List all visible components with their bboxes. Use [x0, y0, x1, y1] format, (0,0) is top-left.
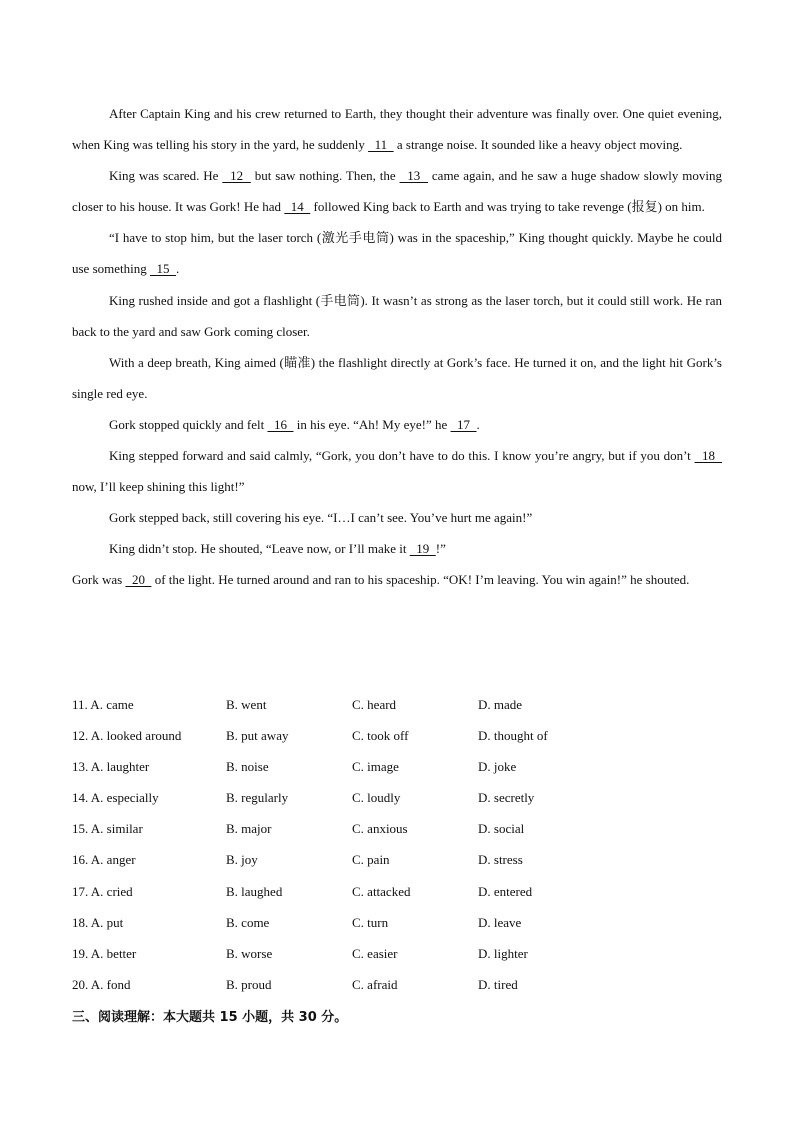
option-d: D. made	[478, 697, 523, 712]
option-c: C. anxious	[352, 821, 408, 837]
option-b: B. come	[226, 914, 270, 930]
option-c: C. easier	[352, 945, 398, 961]
option-a: 16. A. anger	[72, 852, 136, 868]
option-b: B. major	[226, 821, 272, 837]
passage-text: After Captain King and his crew returned to Earth, they thought their adventure was finally over. One quiet evening, when King was telling his story in the yard, he suddenly	[72, 106, 722, 153]
blank-15: 15	[150, 261, 176, 277]
option-b: B. regularly	[226, 790, 289, 806]
passage-text: .	[176, 261, 180, 277]
passage-text: .	[476, 416, 480, 432]
option-a: 14. A. especially	[72, 790, 159, 806]
paragraph-1	[72, 98, 722, 160]
option-d: D. entered	[478, 883, 533, 899]
option-a: 11. A. came	[72, 697, 134, 712]
paragraph-2	[72, 160, 722, 222]
passage-text: Gork stepped back, still covering his eye. “I…I can’t see. You’ve hurt me again!”	[109, 510, 533, 526]
blank-19: 19	[409, 541, 436, 557]
blank-18: 18	[694, 448, 722, 464]
option-b: B. proud	[226, 976, 272, 992]
option-b: B. noise	[226, 759, 269, 775]
option-a: 17. A. cried	[72, 883, 133, 899]
question-row-11	[72, 689, 722, 720]
passage-text: King was scared. He	[109, 168, 223, 184]
blank-13: 13	[399, 168, 429, 184]
option-d: D. thought of	[478, 728, 548, 744]
passage-text: of the light. He turned around and ran to his spaceship. “OK! I’m leaving. You win again!” he shouted.	[151, 572, 690, 588]
answer-options	[72, 689, 722, 1000]
paragraph-6	[72, 409, 722, 440]
option-d: D. tired	[478, 976, 518, 992]
passage-text: a strange noise. It sounded like a heavy object moving.	[393, 137, 683, 153]
cloze-passage	[72, 98, 722, 596]
question-row-15	[72, 813, 722, 844]
option-c: C. took off	[352, 728, 409, 744]
option-d: D. social	[478, 821, 525, 837]
paragraph-3	[72, 222, 722, 284]
question-row-20	[72, 969, 722, 1000]
passage-text: “I have to stop him, but the laser torch (激光手电筒) was in the spaceship,” King thought quickly. Maybe he could use something	[72, 230, 722, 277]
option-c: C. turn	[352, 914, 389, 930]
passage-text: King rushed inside and got a flashlight (手电筒). It wasn’t as strong as the laser torch, but it could still work. He ran back to the yard and saw Gork coming closer.	[72, 292, 722, 339]
paragraph-7	[72, 440, 722, 502]
passage-text: now, I’ll keep shining this light!”	[72, 479, 245, 495]
option-c: C. loudly	[352, 790, 401, 806]
question-row-19	[72, 938, 722, 969]
paragraph-5	[72, 347, 722, 409]
passage-text: !”	[435, 541, 446, 557]
option-b: B. joy	[226, 852, 258, 868]
paragraph-9	[72, 533, 722, 564]
option-b: B. put away	[226, 728, 289, 744]
option-a: 13. A. laughter	[72, 759, 150, 775]
blank-16: 16	[267, 416, 294, 432]
paragraph-10	[72, 564, 722, 595]
option-c: C. afraid	[352, 976, 398, 992]
option-a: 19. A. better	[72, 945, 137, 961]
passage-text: King stepped forward and said calmly, “Gork, you don’t have to do this. I know you’re angry, but if you don’t	[109, 448, 695, 464]
passage-text: Gork was	[72, 572, 126, 588]
paragraph-4	[72, 285, 722, 347]
option-d: D. stress	[478, 852, 523, 868]
option-d: D. leave	[478, 914, 522, 930]
blank-17: 17	[450, 416, 477, 432]
option-c: C. pain	[352, 852, 390, 868]
passage-text: With a deep breath, King aimed (瞄准) the flashlight directly at Gork’s face. He turned it on, and the light hit Gork’s single red eye.	[72, 354, 722, 401]
option-a: 15. A. similar	[72, 821, 143, 837]
blank-20: 20	[125, 572, 152, 588]
option-c: C. image	[352, 759, 399, 775]
option-d: D. secretly	[478, 790, 535, 806]
question-row-18	[72, 907, 722, 938]
question-row-17	[72, 876, 722, 907]
question-row-12	[72, 720, 722, 751]
option-d: D. lighter	[478, 945, 528, 961]
option-c: C. heard	[352, 697, 397, 712]
option-b: B. went	[226, 697, 267, 712]
blank-14: 14	[284, 199, 311, 215]
question-row-16	[72, 844, 722, 875]
blank-12: 12	[222, 168, 251, 184]
passage-text: Gork stopped quickly and felt	[109, 416, 268, 432]
passage-text: followed King back to Earth and was trying to take revenge (报复) on him.	[310, 199, 705, 215]
passage-text: King didn’t stop. He shouted, “Leave now, or I’ll make it	[109, 541, 410, 557]
paragraph-8	[72, 502, 722, 533]
option-a: 18. A. put	[72, 914, 124, 930]
passage-text: but saw nothing. Then, the	[250, 168, 400, 184]
option-d: D. joke	[478, 759, 517, 775]
passage-text: in his eye. “Ah! My eye!” he	[293, 416, 451, 432]
option-c: C. attacked	[352, 883, 411, 899]
question-row-14	[72, 782, 722, 813]
question-row-13	[72, 751, 722, 782]
option-b: B. worse	[226, 945, 273, 961]
option-b: B. laughed	[226, 883, 283, 899]
blank-11: 11	[368, 137, 394, 153]
passage-text: came again, and he saw a huge shadow slowly moving closer to his house. It was Gork! He had	[72, 168, 723, 215]
section-heading: 三、阅读理解：本大题共 15 小题，共 30 分。	[72, 1010, 348, 1025]
option-a: 20. A. fond	[72, 976, 131, 992]
option-a: 12. A. looked around	[72, 728, 182, 744]
